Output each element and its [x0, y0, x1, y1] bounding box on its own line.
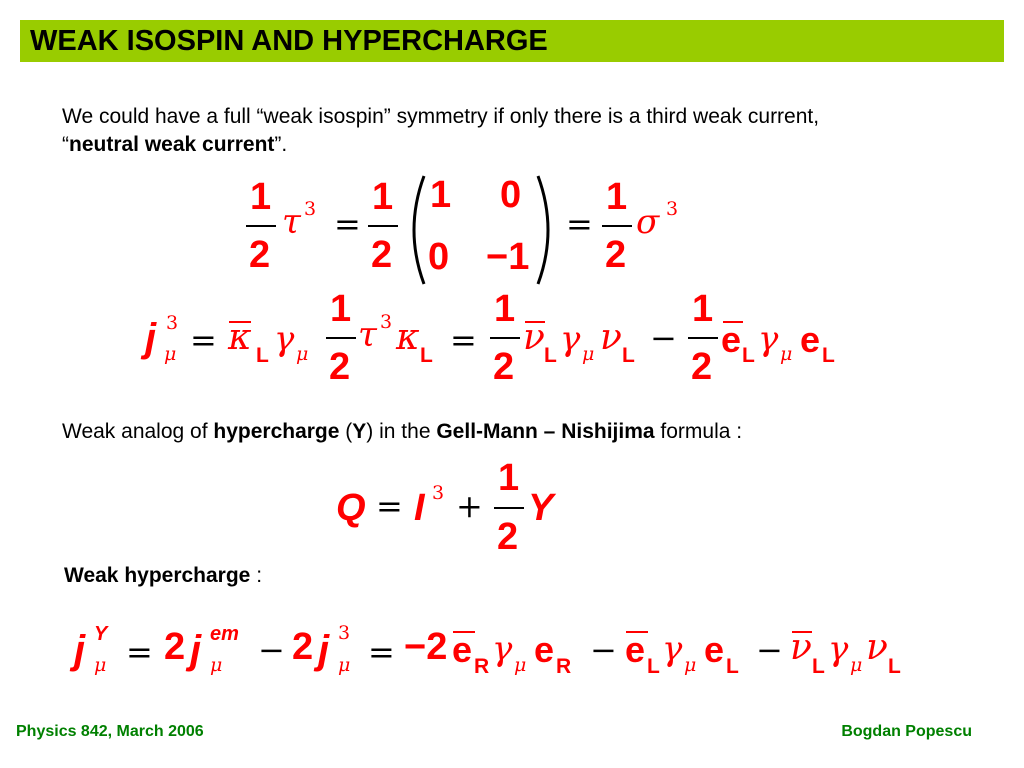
text-in-the: ) in the — [366, 420, 437, 443]
eq4-e-bar-r-subscript: R — [474, 655, 490, 678]
eq3-i-superscript: 3 — [432, 482, 445, 504]
matrix-cell-12: 0 — [500, 174, 522, 216]
eq4-e-bar-l-symbol: e — [625, 629, 646, 670]
eq4-e-l: e — [704, 629, 725, 670]
text-weak-analog: Weak analog of — [62, 420, 214, 443]
eq4-coef-b: 2 — [292, 626, 314, 668]
eq1-equals-a: = — [334, 205, 361, 243]
eq1-den-a: 2 — [249, 234, 271, 276]
intro-line-1: We could have a full “weak isospin” symmetry if only there is a third weak current, — [62, 105, 820, 128]
eq4-e-l-subscript: L — [726, 655, 739, 678]
eq4-minus-a: − — [258, 631, 285, 669]
eq4-gamma-c: γ — [828, 629, 849, 669]
text-open-paren: ( — [339, 420, 353, 443]
eq2-e-bar-symbol: e — [721, 319, 742, 360]
eq2-gamma-a: γ — [274, 319, 295, 359]
eq4-nu-bar-subscript: L — [812, 655, 825, 678]
slide-title: WEAK ISOSPIN AND HYPERCHARGE — [30, 25, 548, 57]
eq2-den-b: 2 — [493, 346, 515, 388]
eq4-nu-subscript: L — [888, 655, 901, 678]
eq2-fraction-bar-b — [490, 337, 520, 339]
eq4-gamma-a-subscript: μ — [514, 654, 527, 676]
eq2-e-subscript: L — [822, 344, 835, 367]
eq4-jem-superscript: em — [210, 623, 239, 645]
footer-course: Physics 842, March 2006 — [16, 723, 204, 740]
eq4-minus-c: − — [756, 631, 783, 669]
eq2-gamma-c-subscript: μ — [780, 343, 793, 365]
eq4-jy-subscript: μ — [94, 654, 107, 676]
eq4-coef-c: −2 — [404, 626, 448, 668]
eq3-q: Q — [336, 487, 366, 529]
neutral-weak-current-text: neutral weak current — [69, 133, 275, 156]
eq4-equals-a: = — [126, 633, 153, 671]
eq2-kappa: κ — [396, 317, 420, 358]
eq4-j3-superscript: 3 — [338, 622, 351, 644]
intro-line-2 — [62, 131, 819, 159]
eq2-gamma-a-subscript: μ — [296, 343, 309, 365]
eq2-nu-subscript: L — [622, 344, 635, 367]
eq1-fraction-bar-b — [368, 225, 398, 227]
eq2-num-c: 1 — [692, 288, 714, 330]
eq1-num-a: 1 — [250, 176, 272, 218]
close-quote: ”. — [274, 133, 288, 156]
hypercharge-paragraph — [62, 418, 742, 446]
eq2-equals-b: = — [450, 321, 477, 359]
eq2-num-b: 1 — [494, 288, 516, 330]
eq1-num-c: 1 — [606, 176, 628, 218]
eq2-j-superscript: 3 — [166, 312, 179, 334]
eq1-fraction-bar-a — [246, 225, 276, 227]
eq2-j-subscript: μ — [164, 343, 177, 365]
eq2-den-c: 2 — [691, 346, 713, 388]
eq2-gamma-b: γ — [560, 319, 581, 359]
eq4-minus-b: − — [590, 631, 617, 669]
eq4-e-bar-r-symbol: e — [452, 629, 473, 670]
eq2-nu-bar-symbol: ν — [523, 317, 545, 358]
open-quote: “ — [62, 133, 69, 156]
eq2-kappa-bar-symbol: κ — [228, 317, 252, 358]
eq2-kappa-bar-subscript: L — [256, 344, 269, 367]
eq4-e-r-subscript: R — [556, 655, 572, 678]
weak-hypercharge-heading — [64, 562, 262, 590]
eq2-kappa-subscript: L — [420, 344, 433, 367]
text-weak-hypercharge: Weak hypercharge — [64, 564, 251, 587]
eq4-gamma-b-subscript: μ — [684, 654, 697, 676]
eq2-fraction-bar-a — [326, 337, 356, 339]
eq2-gamma-b-subscript: μ — [582, 343, 595, 365]
eq1-fraction-bar-c — [602, 225, 632, 227]
text-gell-mann-nishijima: Gell-Mann – Nishijima — [436, 420, 655, 443]
intro-paragraph — [62, 103, 819, 159]
eq4-e-bar-l-subscript: L — [647, 655, 660, 678]
eq3-num: 1 — [498, 457, 520, 499]
eq2-fraction-bar-c — [688, 337, 718, 339]
text-formula: formula : — [654, 420, 743, 443]
eq4-gamma-a: γ — [492, 629, 513, 669]
eq2-j: j — [145, 316, 157, 360]
eq4-jem: j — [190, 628, 202, 672]
eq2-minus: − — [650, 319, 677, 357]
footer-author: Bogdan Popescu — [841, 723, 972, 740]
eq4-e-r: e — [534, 629, 555, 670]
eq1-num-b: 1 — [372, 176, 394, 218]
eq2-equals-a: = — [190, 321, 217, 359]
eq2-gamma-c: γ — [758, 319, 779, 359]
eq4-gamma-b: γ — [662, 629, 683, 669]
eq3-plus: + — [456, 487, 483, 525]
eq1-den-b: 2 — [371, 234, 393, 276]
eq2-num-a: 1 — [330, 288, 352, 330]
eq4-coef-a: 2 — [164, 626, 186, 668]
matrix-cell-21: 0 — [428, 236, 450, 278]
eq4-nu-bar-symbol: ν — [790, 627, 812, 668]
title-bar — [20, 20, 1004, 62]
eq1-equals-b: = — [566, 205, 593, 243]
eq2-tau-superscript: 3 — [380, 311, 393, 333]
eq2-nu-bar-subscript: L — [544, 344, 557, 367]
eq1-sigma-superscript: 3 — [666, 198, 679, 220]
eq4-nu: ν — [866, 627, 888, 668]
text-hypercharge: hypercharge — [213, 420, 340, 443]
eq2-e-bar-subscript: L — [742, 344, 755, 367]
eq2-den-a: 2 — [329, 346, 351, 388]
eq2-nu: ν — [600, 317, 622, 358]
eq4-gamma-c-subscript: μ — [850, 654, 863, 676]
matrix-brackets — [402, 172, 562, 288]
text-y: Y — [352, 420, 367, 443]
eq1-tau-superscript: 3 — [304, 198, 317, 220]
matrix-cell-11: 1 — [430, 174, 452, 216]
eq4-equals-b: = — [368, 633, 395, 671]
eq1-sigma: σ — [636, 202, 660, 242]
eq4-jy-superscript: Y — [94, 623, 108, 645]
eq4-jem-subscript: μ — [210, 654, 223, 676]
eq2-e: e — [800, 319, 821, 360]
eq3-i: I — [414, 487, 425, 529]
eq4-j3-subscript: μ — [338, 654, 351, 676]
eq2-tau: τ — [358, 315, 377, 355]
eq4-j3: j — [318, 628, 330, 672]
eq4-jy: j — [74, 628, 86, 672]
eq1-tau: τ — [282, 202, 301, 242]
eq3-fraction-bar — [494, 507, 524, 509]
text-colon: : — [250, 564, 263, 587]
matrix-cell-22: −1 — [486, 236, 530, 278]
eq3-y: Y — [528, 487, 554, 529]
eq3-equals: = — [376, 487, 403, 525]
eq1-den-c: 2 — [605, 234, 627, 276]
eq3-den: 2 — [497, 516, 519, 558]
